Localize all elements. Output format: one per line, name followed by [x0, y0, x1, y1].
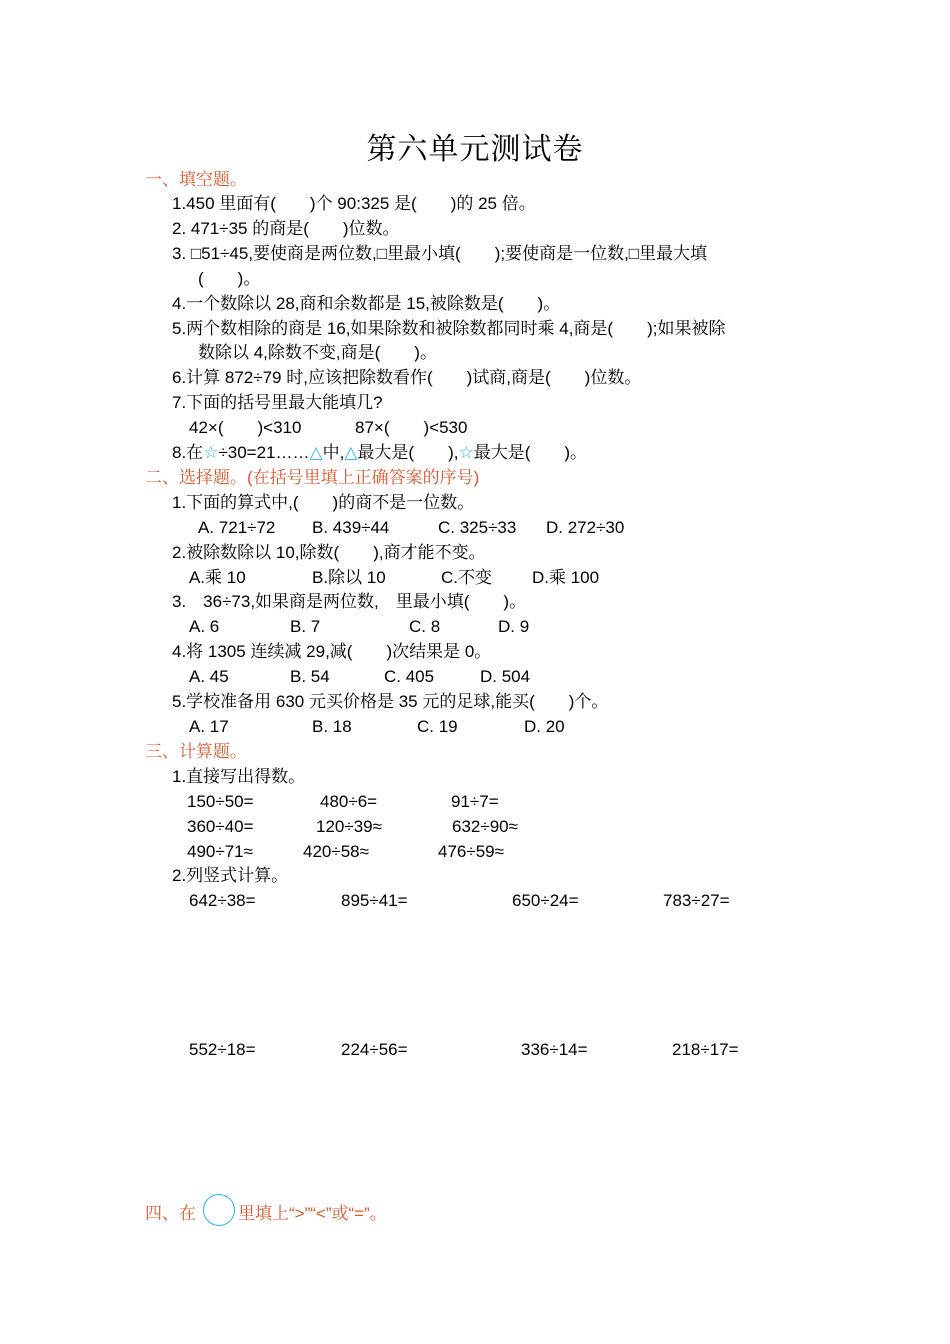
s3-sub1: 1.直接写出得数。: [172, 767, 306, 786]
star-icon: ☆: [203, 443, 219, 462]
s2-q3: 3. 36÷73,如果商是两位数, 里最小填( )。: [172, 592, 527, 611]
vertical-calc-item: 895÷41=: [341, 891, 408, 910]
s1-q8-mid1: ÷30=21……: [218, 443, 310, 462]
s2-q3-opt-a: A. 6: [189, 617, 220, 636]
s2-q4-opt-d: D. 504: [480, 667, 531, 686]
oral-calc-item: 476÷59≈: [438, 842, 504, 861]
oral-calc-item: 120÷39≈: [316, 817, 382, 836]
s2-q3-opt-c: C. 8: [409, 617, 441, 636]
s2-q4: 4.将 1305 连续减 29,减( )次结果是 0。: [172, 642, 492, 661]
s1-q8-mid2: 中,: [322, 443, 345, 462]
s2-q2-opt-d: D.乘 100: [532, 568, 600, 587]
s1-q4: 4.一个数除以 28,商和余数都是 15,被除数是( )。: [172, 294, 561, 313]
oral-calc-item: 480÷6=: [320, 792, 378, 811]
vertical-calc-item: 224÷56=: [341, 1040, 408, 1059]
s2-q4-opt-c: C. 405: [384, 667, 435, 686]
oral-calc-item: 420÷58≈: [303, 842, 369, 861]
section4-heading-a: 四、在: [145, 1204, 196, 1223]
vertical-calc-item: 336÷14=: [521, 1040, 588, 1059]
s2-q5-opt-c: C. 19: [417, 717, 458, 736]
s3-sub2: 2.列竖式计算。: [172, 866, 289, 885]
s2-q3-opt-b: B. 7: [290, 617, 321, 636]
s2-q4-opt-a: A. 45: [189, 667, 229, 686]
s2-q1-opt-c: C. 325÷33: [438, 518, 517, 537]
vertical-calc-item: 642÷38=: [189, 891, 256, 910]
vertical-calc-item: 552÷18=: [189, 1040, 256, 1059]
s1-q7: 7.下面的括号里最大能填几?: [172, 393, 383, 412]
oral-calc-item: 150÷50=: [187, 792, 254, 811]
s1-q1: 1.450 里面有( )个 90:325 是( )的 25 倍。: [172, 194, 536, 213]
oral-calc-item: 632÷90≈: [452, 817, 518, 836]
s2-q2-opt-c: C.不变: [441, 568, 492, 587]
oral-calc-item: 360÷40=: [187, 817, 254, 836]
circle-icon: [203, 1194, 235, 1226]
s2-q5-opt-d: D. 20: [524, 717, 565, 736]
s1-q7-b: 87×( )<530: [355, 418, 468, 437]
s2-q5-opt-a: A. 17: [189, 717, 229, 736]
page-title: 第六单元测试卷: [366, 133, 584, 166]
oral-calc-item: 490÷71≈: [187, 842, 253, 861]
triangle-icon: △: [344, 443, 358, 462]
s2-q3-opt-d: D. 9: [498, 617, 530, 636]
vertical-calc-item: 218÷17=: [672, 1040, 739, 1059]
s1-q5-line2: 数除以 4,除数不变,商是( )。: [198, 343, 437, 362]
s2-q1-opt-b: B. 439÷44: [312, 518, 390, 537]
s1-q8-end: 最大是( )。: [473, 443, 588, 462]
vertical-calc-item: 783÷27=: [663, 891, 730, 910]
s2-q1-opt-a: A. 721÷72: [198, 518, 276, 537]
vertical-calc-item: 650÷24=: [512, 891, 579, 910]
s2-q2: 2.被除数除以 10,除数( ),商才能不变。: [172, 543, 486, 562]
s2-q2-opt-b: B.除以 10: [312, 568, 386, 587]
section2-heading: 二、选择题。(在括号里填上正确答案的序号): [145, 468, 480, 487]
s1-q6: 6.计算 872÷79 时,应该把除数看作( )试商,商是( )位数。: [172, 368, 642, 387]
s2-q1: 1.下面的算式中,( )的商不是一位数。: [172, 493, 475, 512]
oral-calc-item: 91÷7=: [451, 792, 499, 811]
s1-q8: [172, 442, 587, 464]
s2-q5: 5.学校准备用 630 元买价格是 35 元的足球,能买( )个。: [172, 692, 609, 711]
s2-q1-opt-d: D. 272÷30: [546, 518, 625, 537]
triangle-icon: △: [309, 443, 323, 462]
s2-q4-opt-b: B. 54: [290, 667, 330, 686]
s1-q2: 2. 471÷35 的商是( )位数。: [172, 219, 400, 238]
s1-q7-a: 42×( )<310: [189, 418, 302, 437]
s1-q3-line1: 3. □51÷45,要使商是两位数,□里最小填( );要使商是一位数,□里最大填: [172, 244, 708, 263]
star-icon: ☆: [458, 443, 474, 462]
s1-q8-mid3: 最大是( ),: [357, 443, 459, 462]
s1-q5-line1: 5.两个数相除的商是 16,如果除数和被除数都同时乘 4,商是( );如果被除: [172, 319, 726, 338]
s1-q3-line2: ( )。: [198, 269, 261, 288]
s2-q5-opt-b: B. 18: [312, 717, 352, 736]
s1-q8-prefix: 8.在: [172, 443, 204, 462]
s2-q2-opt-a: A.乘 10: [189, 568, 246, 587]
section1-heading: 一、填空题。: [145, 170, 247, 189]
section4-heading-b: 里填上“>”“<”或“=”。: [238, 1204, 387, 1223]
section3-heading: 三、计算题。: [145, 742, 247, 761]
